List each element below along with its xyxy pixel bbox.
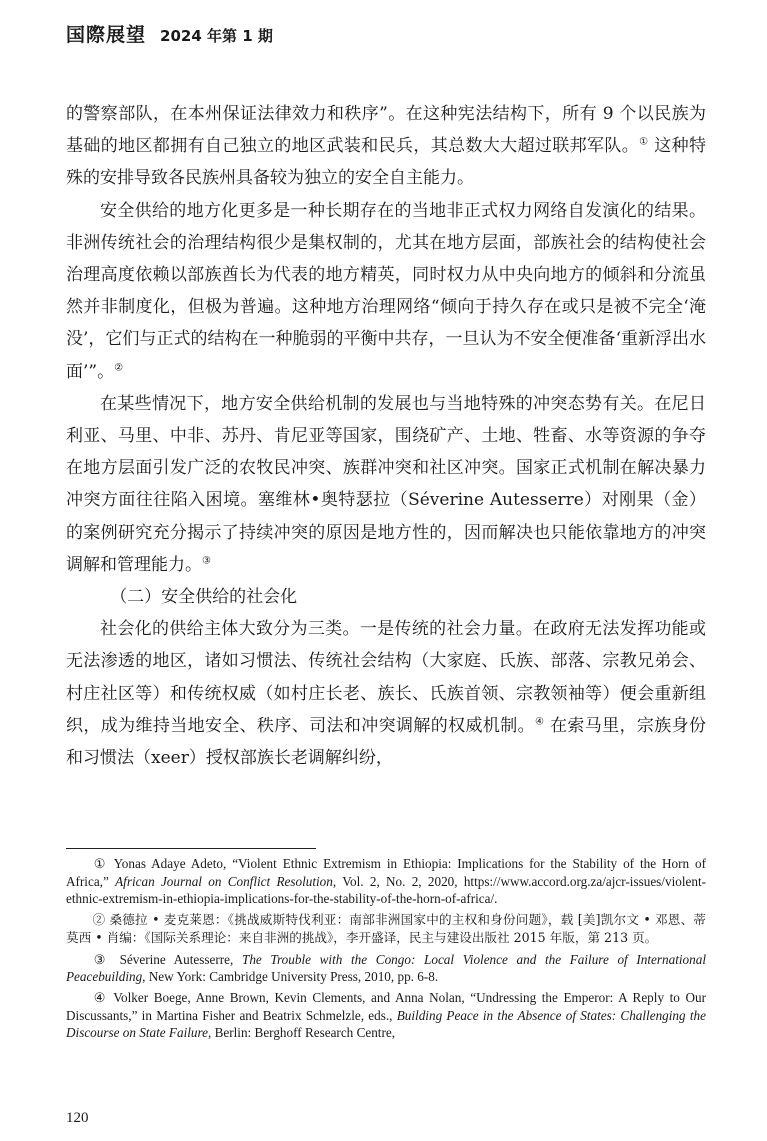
paragraph-4-tail: 在索马里，宗族身份和习惯法（xeer）授权部族长老调解纠纷， <box>66 715 707 769</box>
footnote-3-pub: , New York: Cambridge University Press, 2010, pp. 6-8. <box>142 969 439 985</box>
footnote-1-url[interactable]: , Vol. 2, No. 2, 2020, https://www.accord.org.za/ajcr-issues/violent-ethnic-extremism-in-ethiopia-implications-for-the-stability-of-the-horn-of-africa/. <box>66 873 706 907</box>
footnotes <box>66 855 706 1045</box>
paragraph-3-text: 在某些情况下，地方安全供给机制的发展也与当地特殊的冲突态势有关。在尼日利亚、马里、中非、苏丹、肯尼亚等国家，围绕矿产、土地、牲畜、水等资源的争夺在地方层面引发广泛的农牧民冲突、族群冲突和社区冲突。国家正式机制在解决暴力冲突方面往往陷入困境。塞维林•奥特瑟拉（Séverine Autesserre）对刚果（金）的案例研究充分揭示了持续冲突的原因是地方性的，因而解决也只能依靠地方的冲突调解和管理能力。 <box>66 393 706 575</box>
section-heading: （二）安全供给的社会化 <box>110 587 298 608</box>
footnote-ref-1[interactable]: ① <box>639 136 649 148</box>
article-body <box>66 98 706 774</box>
footnote-ref-4[interactable]: ④ <box>534 716 545 728</box>
paragraph-3 <box>66 388 706 581</box>
footnote-4-pub: , Berlin: Berghoff Research Centre, <box>208 1025 396 1041</box>
paragraph-2-text: 安全供给的地方化更多是一种长期存在的当地非正式权力网络自发演化的结果。非洲传统社会的治理结构很少是集权制的，尤其在地方层面，部族社会的结构使社会治理高度依赖以部族酋长为代表的地方精英，同时权力从中央向地方的倾斜和分流虽然并非制度化，但极为普遍。这种地方治理网络“倾向于持久存在或只是被不完全‘淹没’，它们与正式的结构在一种脆弱的平衡中共存，一旦认为不安全便准备‘重新浮出水面’”。 <box>66 200 706 382</box>
footnote-ref-3[interactable]: ③ <box>202 555 211 567</box>
paragraph-4-text: 社会化的供给主体大致分为三类。一是传统的社会力量。在政府无法发挥功能或无法渗透的地区，诸如习惯法、传统社会结构（大家庭、氏族、部落、宗教兄弟会、村庄社区等）和传统权威（如村庄长老、族长、氏族首领、宗教领袖等）便会重新组织，成为维持当地安全、秩序、司法和冲突调解的权威机制。 <box>66 619 706 736</box>
page-number: 120 <box>66 1110 89 1126</box>
footnote-ref-2[interactable]: ② <box>114 361 124 373</box>
journal-title: 国際展望 <box>66 24 147 46</box>
running-header <box>66 20 273 47</box>
footnote-divider <box>66 848 316 849</box>
footnote-1-text: ① Yonas Adaye Adeto, “Violent Ethnic Extremism in Ethiopia: Implications for the Stability of the Horn of Africa,” <box>66 856 706 889</box>
footnote-3-text: ③ Séverine Autesserre, <box>93 951 242 967</box>
paragraph-4 <box>66 613 706 774</box>
footnote-1 <box>66 855 706 908</box>
footnote-4-text: ④ Volker Boege, Anne Brown, Kevin Clements, and Anna Nolan, “Undressing the Emperor: A Reply to Our Discussants,” in Martina Fisher and Beatrix Schmelzle, eds., <box>66 989 706 1023</box>
footnote-3-book: The Trouble with the Congo: Local Violence and the Failure of International Peacebuilding <box>66 951 706 985</box>
paragraph-1-text: 的警察部队，在本州保证法律效力和秩序”。在这种宪法结构下，所有 9 个以民族为基础的地区都拥有自己独立的地区武装和民兵，其总数大大超过联邦军队。 <box>66 104 706 157</box>
paragraph-1-tail: 这种特殊的安排导致各民族州具备较为独立的安全自主能力。 <box>66 136 707 189</box>
paragraph-2 <box>66 195 706 388</box>
issue-label: 2024 年第 1 期 <box>160 27 273 45</box>
footnote-1-journal: African Journal on Conflict Resolution <box>115 873 333 889</box>
footnote-4-book: Building Peace in the Absence of States: Challenging the Discourse on State Failure <box>66 1007 706 1041</box>
footnote-4 <box>66 989 706 1042</box>
footnote-3 <box>66 951 706 986</box>
footnote-2: ② 桑德拉 • 麦克莱恩：《挑战威斯特伐利亚：南部非洲国家中的主权和身份问题》，载 [美]凯尔文 • 邓恩、蒂莫西 • 肖编：《国际关系理论：来自非洲的挑战》，李开盛译，民主与建设出版社 2015 年版，第 213 页。 <box>66 911 706 946</box>
paragraph-1 <box>66 98 706 195</box>
